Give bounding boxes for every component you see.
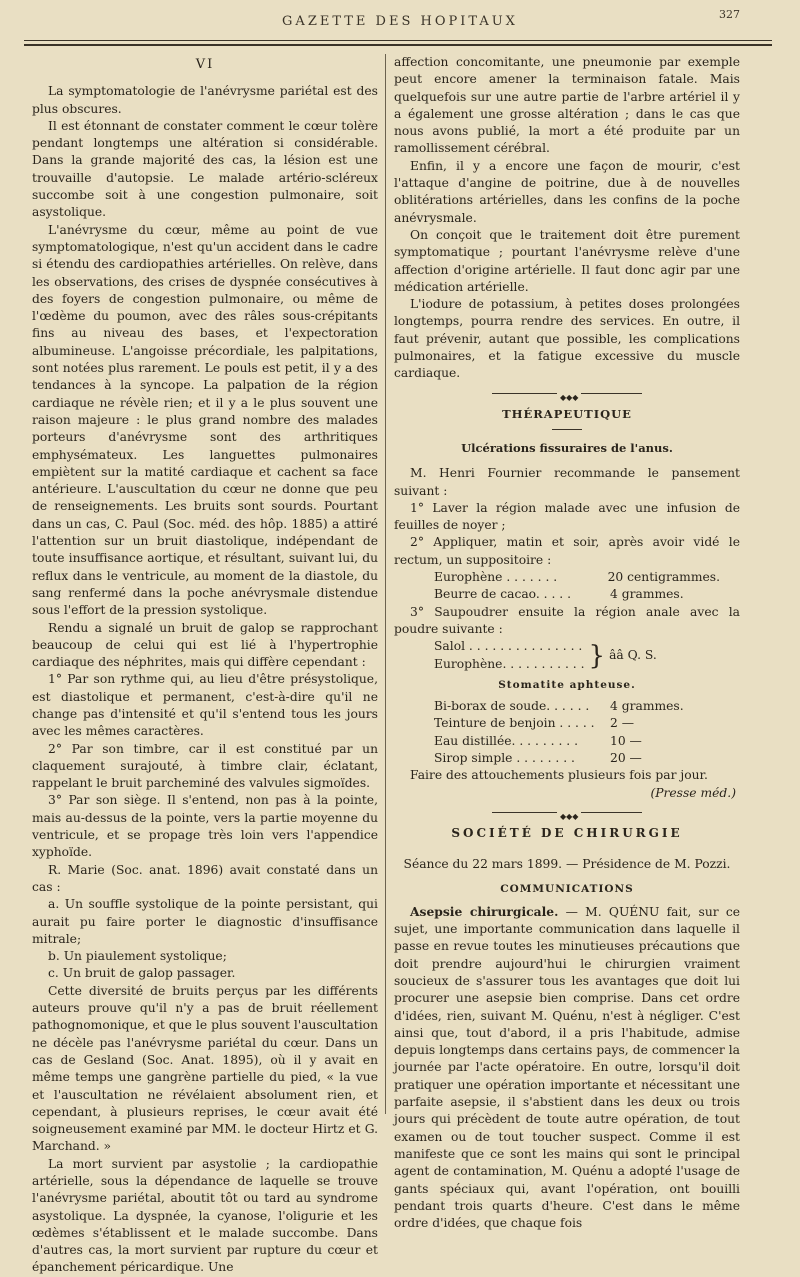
powder-formula (394, 638, 740, 673)
section-heading-societe: SOCIÉTÉ DE CHIRURGIE (451, 825, 683, 840)
paragraph: 3° Par son siège. Il s'entend, non pas à la pointe, mais au-dessus de la pointe, vers la partie moyenne du ventricule, et se propage très loin vers l'appendice xyphoïde. (32, 793, 378, 860)
communications-heading: COMMUNICATIONS (500, 883, 634, 896)
paragraph (394, 903, 740, 1233)
ingredient-name: Sirop simple . . . . . . . . (434, 750, 575, 765)
paragraph: 1° Laver la région malade avec une infusion de feuilles de noyer ; (394, 500, 740, 533)
paragraph: Il est étonnant de constater comment le cœur tolère pendant longtemps une altération si considérable. Dans la grande majorité des cas, la lésion est une trouvaille d'autopsie. Le malade artério-scléreux succombe soit à une congestion pulmonaire, soit asystolique. (32, 118, 378, 220)
paragraph: 2° Par son timbre, car il est constitué par un claquement surajouté, à timbre clair, éclatant, rappelant le bruit parcheminé des valvules sigmoïdes. (32, 741, 378, 791)
ingredient-dose: 2 — (610, 716, 635, 731)
ingredient-name: Bi-borax de soude. . . . . . (434, 699, 590, 714)
ingredient-dose: 10 — (610, 733, 642, 748)
paragraph: 2° Appliquer, matin et soir, après avoir vidé le rectum, un suppositoire : (394, 535, 740, 567)
header-rule-thick (24, 44, 772, 46)
paragraph: R. Marie (Soc. anat. 1896) avait constaté dans un cas : (32, 862, 378, 894)
running-title: GAZETTE DES HOPITAUX (282, 14, 518, 29)
paragraph: Rendu a signalé un bruit de galop se rapprochant beaucoup de celui qui est lié à l'hypertrophie cardiaque des néphrites, mais qui diffère cependant : (32, 620, 378, 670)
paragraph: a. Un souffle systolique de la pointe persistant, qui aurait pu faire porter le diagnostic d'insuffisance mitrale; (32, 897, 378, 946)
prescription-line (394, 715, 740, 732)
paragraph: 1° Par son rythme qui, au lieu d'être présystolique, est diastolique et permanent, c'est-à-dire qu'il ne change pas d'intensité et qu'il s'entend tous les jours avec les mêmes caractères. (32, 672, 378, 739)
brace-glyph: } (588, 640, 606, 671)
ingredient-name: Eau distillée. . . . . . . . . (434, 733, 578, 748)
paragraph: c. Un bruit de galop passager. (48, 966, 236, 981)
powder-ingredients (434, 638, 585, 673)
section-number: VI (195, 57, 215, 72)
lead-title: Asepsie chirurgicale. (410, 903, 559, 919)
ornament-rule (492, 392, 642, 402)
ingredient-dose: 4 grammes. (610, 699, 684, 714)
prescription-line (394, 586, 740, 603)
ingredient-dose: ââ Q. S. (609, 647, 657, 662)
ingredient-name: Beurre de cacao. . . . . (434, 587, 572, 602)
ingredient-dose: 4 grammes. (610, 587, 684, 602)
prescription-line (394, 569, 740, 586)
prescription-line (394, 750, 740, 767)
subheading-ulcerations: Ulcérations fissuraires de l'anus. (461, 440, 673, 455)
paragraph: La mort survient par asystolie ; la cardiopathie artérielle, sous la dépendance de laquelle se trouve l'anévrysme pariétal, aboutit tôt ou tard au syndrome asystolique. La dyspnée, la cyanose, l'oligurie et les œdèmes s'établissent et le malade succombe. Dans d'autres cas, la mort survient par rupture du cœur et épanchement péricardique. Une (32, 1156, 378, 1275)
paragraph: 3° Saupoudrer ensuite la région anale avec la poudre suivante : (394, 604, 740, 636)
running-head (0, 8, 800, 34)
ingredient-name: Salol . . . . . . . . . . . . . . . (434, 639, 583, 654)
ornament-glyph: ◆◆◆ (557, 389, 581, 406)
paragraph: L'iodure de potassium, à petites doses prolongées longtemps, pourra rendre des services. En outre, il faut prévenir, autant que possible, les complications pulmonaires, et la fatigue excessive du muscle cardiaque. (394, 297, 740, 381)
ingredient-dose: 20 centigrammes. (607, 570, 720, 585)
column-divider (385, 54, 386, 1114)
paragraph-body: — M. QUÉNU fait, sur ce sujet, une importante communication dans laquelle il passe en revue toutes les minutieuses précautions que doit prendre aujourd'hui le chirurgien vraiment soucieux de s'assurer tous les avantages que doit lui procurer une asepsie bien comprise. Dans cet ordre d'idées, rien, suivant M. Quénu, n'est à négliger. C'est ainsi que, tout d'abord, il a pris l'habitude, admise depuis longtemps dans certains pays, de commencer la journée par l'acte opératoire. En outre, lorsqu'il doit pratiquer une opération importante et nécessitant une parfaite asepsie, il s'abstient dans les deux ou trois jours qui précèdent de toute autre opération, de tout examen ou de tout toucher suspect. Comme il est manifeste que ce sont les mains qui sont le principal agent de contamination, M. Quénu a adopté l'usage de gants spéciaux qui, avant l'opération, ont bouilli pendant trois quarts d'heure. C'est dans le même ordre d'idées, que chaque fois (394, 904, 741, 1231)
header-rule (24, 40, 772, 41)
subheading-stomatite: Stomatite aphteuse. (498, 678, 636, 691)
ornament-rule (492, 811, 642, 821)
paragraph: La symptomatologie de l'anévrysme pariétal est des plus obscures. (32, 84, 378, 116)
paragraph: affection concomitante, une pneumonie par exemple peut encore amener la terminaison fatale. Mais quelquefois sur une autre partie de l'arbre artériel il y a également une grosse altération ; dans le cas que nous avons publié, la mort a été produite par un ramollissement cérébral. (394, 55, 740, 156)
paragraph: Cette diversité de bruits perçus par les différents auteurs prouve qu'il n'y a pas de bruit réellement pathognomonique, et que le plus souvent l'auscultation ne décèle pas l'anévrysme pariétal du cœur. Dans un cas de Gesland (Soc. Anat. 1895), où il y avait en même temps une gangrène partielle du pied, « la vue et l'auscultation ne révélaient absolument rien, et cependant, à plusieurs reprises, le cœur avait été soigneusement examiné par MM. le docteur Hirtz et G. Marchand. » (32, 983, 378, 1154)
short-rule (552, 429, 582, 430)
session-line: Séance du 22 mars 1899. — Présidence de M. Pozzi. (403, 857, 731, 872)
left-column (32, 54, 378, 1277)
section-heading-therapeutique: THÉRAPEUTIQUE (502, 406, 632, 421)
right-column (394, 54, 740, 1232)
prescription-line (394, 733, 740, 750)
paragraph: On conçoit que le traitement doit être purement symptomatique ; pourtant l'anévrysme relève d'une affection d'origine artérielle. Il faut donc agir par une médication artérielle. (394, 227, 740, 294)
paragraph: Enfin, il y a encore une façon de mourir, c'est l'attaque d'angine de poitrine, due à de nouvelles oblitérations artérielles, dans les confins de la poche anévrysmale. (394, 158, 740, 225)
paragraph: b. Un piaulement systolique; (48, 949, 227, 964)
paragraph: Faire des attouchements plusieurs fois par jour. (410, 768, 708, 783)
ingredient-name: Europhène. . . . . . . . . . . (434, 656, 585, 671)
source-citation: (Presse méd.) (650, 785, 736, 800)
ingredient-name: Teinture de benjoin . . . . . (434, 716, 595, 731)
ornament-glyph: ◆◆◆ (557, 808, 581, 825)
ingredient-dose: 20 — (610, 750, 642, 765)
prescription-line (394, 698, 740, 715)
ingredient-name: Europhène . . . . . . . (434, 570, 558, 585)
page-number: 327 (719, 8, 740, 21)
paragraph: L'anévrysme du cœur, même au point de vue symptomatologique, n'est qu'un accident dans le cadre si étendu des cardiopathies artérielles. On relève, dans les observations, des crises de dyspnée consécutives à des foyers de congestion pulmonaire, ou même de l'œdème du poumon, avec des râles sous-crépitants fins au niveau des bases, et l'expectoration albumineuse. L'angoisse précordiale, les palpitations, sont notées plus rarement. Le pouls est petit, il y a des tendances à la syncope. La palpation de la région cardiaque ne révèle rien; et il y a le plus souvent une raison majeure : le plus grand nombre des malades porteurs d'anévrysme sont des arthritiques emphysémateux. Les languettes pulmonaires empiètent sur la matité cardiaque et cachent sa face antérieure. L'auscultation du cœur ne donne que peu de renseignements. Les bruits sont sourds. Pourtant dans un cas, C. Paul (Soc. méd. des hôp. 1885) a attiré l'attention sur un bruit diastolique, indépendant de toute insuffisance aortique, et résultant, suivant lui, du reflux dans le ventricule, au moment de la diastole, du sang renfermé dans la poche anévrysmale distendue sous l'effort de la pression systolique. (32, 222, 378, 618)
paragraph: M. Henri Fournier recommande le pansement suivant : (394, 466, 740, 498)
